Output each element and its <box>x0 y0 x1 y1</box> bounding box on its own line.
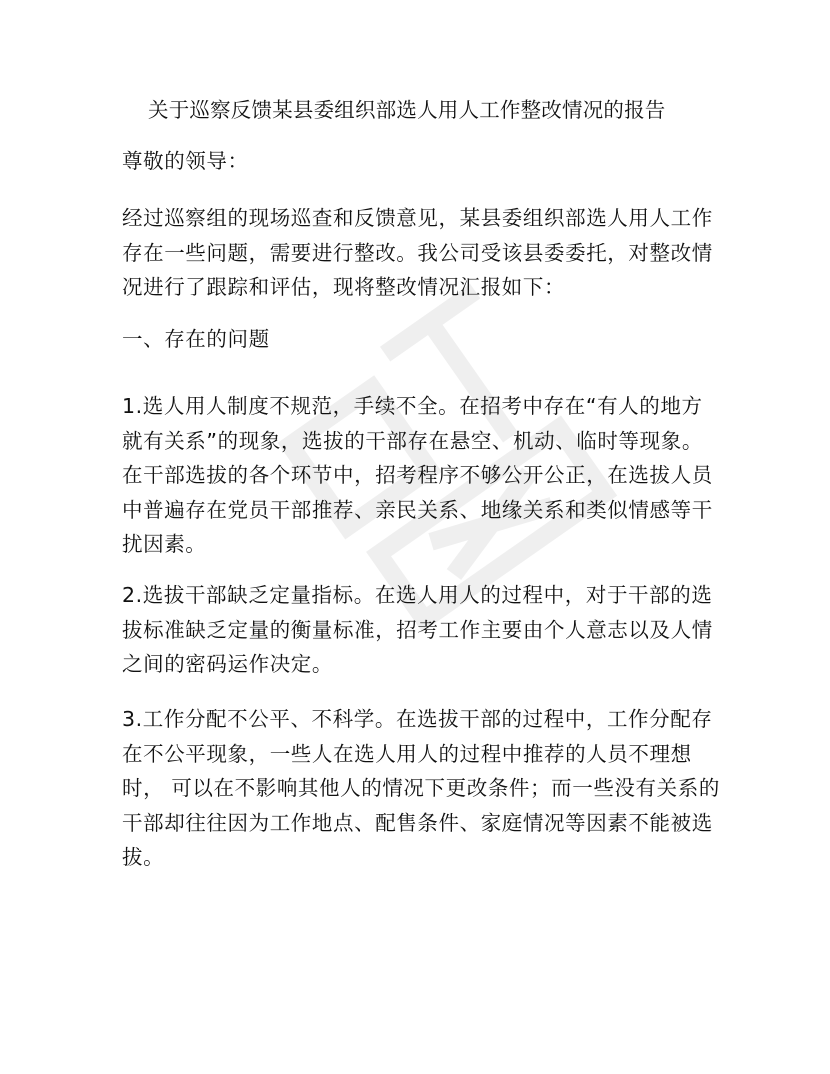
issue-item-2: 2.选拔干部缺乏定量指标。在选人用人的过程中，对于干部的选拔标准缺乏定量的衡量标准，招考工作主要由个人意志以及人情之间的密码运作决定。 <box>122 583 713 676</box>
issue-item-1: 1.选人用人制度不规范，手续不全。在招考中存在“有人的地方就有关系”的现象，选拔的干部存在悬空、机动、临时等现象。在干部选拔的各个环节中，招考程序不够公开公正，在选拔人员中普遍存在党员干部推荐、亲民关系、地缘关系和类似情感等干扰因素。 <box>122 394 713 556</box>
greeting-line: 尊敬的领导： <box>122 149 249 173</box>
issue-item-3: 3.工作分配不公平、不科学。在选拔干部的过程中，工作分配存在不公平现象，一些人在选人用人的过程中推荐的人员不理想时， 可以在不影响其他人的情况下更改条件；而一些没有关系的干部却往往因为工作地点、配售条件、家庭情况等因素不能被选拔。 <box>122 707 720 869</box>
section-heading: 一、存在的问题 <box>122 327 270 351</box>
document-title: 关于巡察反馈某县委组织部选人用人工作整改情况的报告 <box>148 98 666 122</box>
intro-paragraph: 经过巡察组的现场巡查和反馈意见，某县委组织部选人用人工作存在一些问题，需要进行整改。我公司受该县委委托，对整改情况进行了跟踪和评估，现将整改情况汇报如下： <box>122 206 713 299</box>
